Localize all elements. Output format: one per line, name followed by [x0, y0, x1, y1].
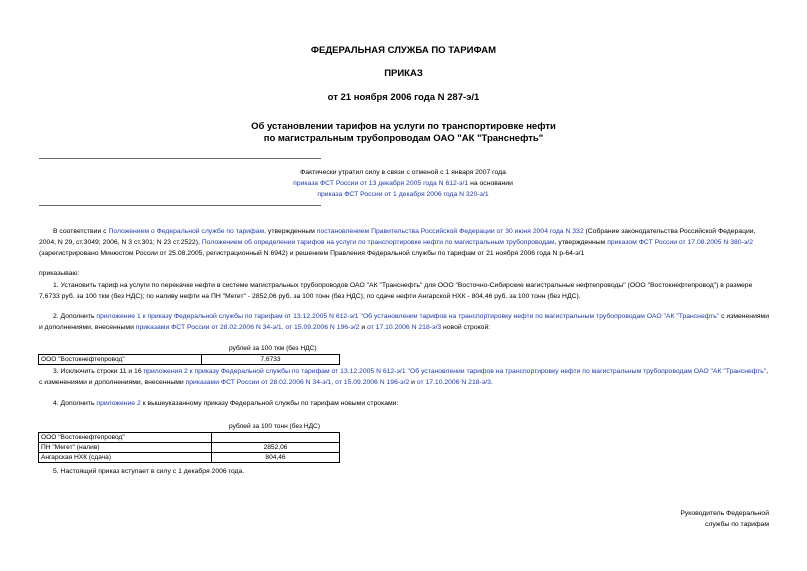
item-4-paragraph: 4. Дополнить приложение 2 к вышеуказанному приказу Федеральной службы по тарифам новыми строками:	[53, 400, 399, 407]
table-row	[39, 355, 340, 365]
link-appendix-2-short[interactable]: приложение 2	[96, 400, 141, 407]
table-row	[39, 443, 340, 453]
link-government-decree-332[interactable]: постановлением Правительства Российской Федерации от 30 июня 2004 года N 332	[316, 228, 584, 235]
status-note-line-1: Фактически утратил силу в связи с отменой с 1 января 2007 года	[300, 169, 506, 176]
document-title	[0, 121, 807, 145]
date-number-heading: от 21 ноября 2006 года N 287-э/1	[327, 92, 480, 103]
table-cell-value: 804,46	[212, 453, 340, 463]
divider-bottom	[39, 205, 321, 206]
link-appendix-2[interactable]: приложения 2 к приказу Федеральной службы по тарифам от 13.12.2005 N 612-э/1 "Об установлении тарифов на транспортировку нефти по магистральным трубопроводам ОАО "АК "Транснефть"	[143, 368, 767, 375]
status-note	[133, 167, 673, 200]
table-cell-name: ООО "Востокнефтепровод"	[39, 355, 202, 365]
tariff-table-2	[38, 432, 340, 463]
signature-line-1: Руководитель Федеральной	[680, 510, 769, 517]
link-amending-orders-2[interactable]: приказами ФСТ России от 28.02.2006 N 34-э/1, от 15.09.2006 N 196-э/2	[185, 379, 410, 386]
item-5-paragraph: 5. Настоящий приказ вступает в силу с 1 декабря 2006 года.	[53, 468, 245, 475]
preamble-paragraph: В соответствии с Положением о Федеральной службе по тарифам, утвержденным постановлением Правительства Российской Федерации от 30 июня 2004 года N 332 (Собрание законодательства Российской Федерации, 2004, N 29, ст.3049; 2006, N 3 ст.301; N 23 ст.2522), Положением об определении тарифов на услуги по транспортировке нефти по магистральным трубопроводам, утвержденным приказом ФСТ России от 17.08.2005 N 380-э/2 (зарегистрировано Минюстом России от 25.08.2005, регистрационный N 6942) и решением Правления Федеральной службы по тарифам от 21 ноября 2006 года N р-64-э/1	[39, 228, 756, 257]
link-order-218-2[interactable]: от 17.10.2006 N 218-э/3	[416, 379, 491, 386]
table-cell-name: ПН "Мегет" (налив)	[39, 443, 212, 453]
link-amending-orders[interactable]: приказами ФСТ России от 28.02.2006 N 34-э/1, от 15.09.2006 N 196-э/2	[135, 324, 360, 331]
table-cell-value	[212, 433, 340, 443]
table-2-unit: рублей за 100 тонн (без НДС)	[229, 423, 321, 430]
link-tariff-regulation[interactable]: Положением об определении тарифов на услуги по транспортировке нефти по магистральным трубопроводам	[201, 239, 555, 246]
tariff-table-1	[38, 354, 340, 365]
item-3-paragraph: 3. Исключить строки 11 и 16 приложения 2 к приказу Федеральной службы по тарифам от 13.12.2005 N 612-э/1 "Об установлении тарифов на транспортировку нефти по магистральным трубопроводам ОАО "АК "Транснефть", с изменениями и дополнениями, внесенными приказами ФСТ России от 28.02.2006 N 34-э/1, от 15.09.2006 N 196-э/2 и от 17.10.2006 N 218-э/3.	[39, 368, 769, 386]
table-cell-name: ООО "Востокнефтепровод"	[39, 433, 212, 443]
link-order-218[interactable]: от 17.10.2006 N 218-э/3	[367, 324, 442, 331]
status-note-line-3	[133, 189, 673, 200]
table-1-unit: рублей за 100 ткм (без НДС)	[229, 345, 317, 352]
item-2-paragraph: 2. Дополнить приложение 1 к приказу Федеральной службы по тарифам от 13.12.2005 N 612-э/1 "Об установлении тарифов на транспортировку нефти по магистральным трубопроводам ОАО "АК "Транснефть" с изменениями и дополнениями, внесенными приказами ФСТ России от 28.02.2006 N 34-э/1, от 15.09.2006 N 196-э/2 и от 17.10.2006 N 218-э/3 новой строкой:	[39, 313, 770, 331]
link-appendix-1[interactable]: приложение 1 к приказу Федеральной службы по тарифам от 13.12.2005 N 612-э/1 "Об установлении тарифов на транспортировку нефти по магистральным трубопроводам ОАО "АК "Транснефть"	[96, 313, 720, 320]
signature-block	[680, 508, 769, 530]
item-1-paragraph: 1. Установить тариф на услуги по перекачке нефти в системе магистральных трубопроводов ОАО "АК "Транснефть" для ООО "Восточно-Сибирские магистральные нефтепроводы" (ООО "Востокнефтепровод") в размере 7,6733 руб. за 100 ткм (без НДС); по наливу нефти на ПН "Мегет" - 2852,06 руб. за 100 тонн (без НДС); по сдаче нефти Ангарской НХК - 804,46 руб. за 100 тонн (без НДС).	[39, 282, 753, 300]
table-cell-name: Ангарская НХК (сдача)	[39, 453, 212, 463]
signature-line-2: службы по тарифам	[705, 521, 769, 528]
link-order-320[interactable]: приказа ФСТ России от 1 декабря 2006 года N 320-э/1	[317, 191, 489, 198]
link-order-380[interactable]: приказом ФСТ России от 17.08.2005 N 380-э/2	[607, 239, 753, 246]
table-cell-value: 7,6733	[202, 355, 340, 365]
status-note-line-2: приказа ФСТ России от 13 декабря 2005 года N 612-э/1 на основании	[293, 180, 513, 187]
table-cell-value: 2852,06	[212, 443, 340, 453]
table-row	[39, 433, 340, 443]
doc-type-heading: ПРИКАЗ	[384, 68, 423, 79]
link-regulation-fst[interactable]: Положением о Федеральной службе по тарифам	[108, 228, 265, 235]
link-order-612[interactable]: приказа ФСТ России от 13 декабря 2005 года N 612-э/1	[293, 180, 469, 187]
title-line-2: по магистральным трубопроводам ОАО "АК "Транснефть"	[263, 133, 544, 144]
table-row	[39, 453, 340, 463]
divider-top	[39, 158, 321, 159]
title-line-1: Об установлении тарифов на услуги по транспортировке нефти	[251, 121, 556, 132]
orders-line: приказываю:	[39, 270, 80, 277]
agency-heading: ФЕДЕРАЛЬНАЯ СЛУЖБА ПО ТАРИФАМ	[310, 45, 497, 56]
